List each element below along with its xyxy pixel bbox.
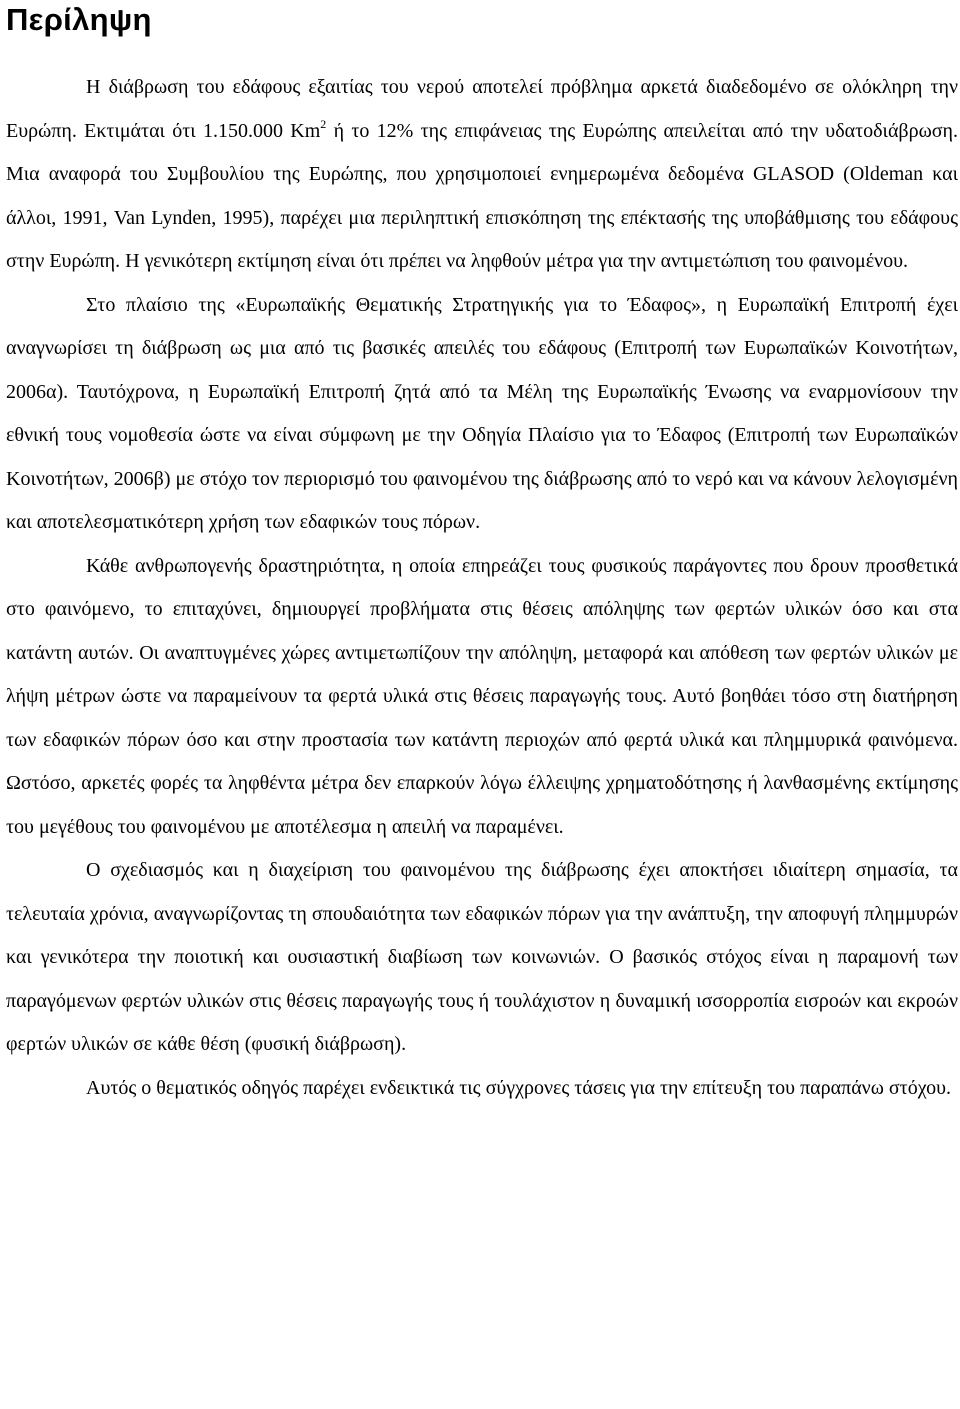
page-title: Περίληψη — [6, 2, 152, 37]
paragraph-1 — [6, 66, 958, 284]
paragraph-3: Κάθε ανθρωπογενής δραστηριότητα, η οποία επηρεάζει τους φυσικούς παράγοντες που δρουν προσθετικά στο φαινόμενο, το επιταχύνει, δημιουργεί προβλήματα στις θέσεις απόληψης των φερτών υλικών όσο και στα κατάντη αυτών. Οι αναπτυγμένες χώρες αντιμετωπίζουν την απόληψη, μεταφορά και απόθεση των φερτών υλικών με λήψη μέτρων ώστε να παραμείνουν τα φερτά υλικά στις θέσεις παραγωγής τους. Αυτό βοηθάει τόσο στη διατήρηση των εδαφικών πόρων όσο και στην προστασία των κατάντη περιοχών από φερτά υλικά και πλημμυρικά φαινόμενα. Ωστόσο, αρκετές φορές τα ληφθέντα μέτρα δεν επαρκούν λόγω έλλειψης χρηματοδότησης ή λανθασμένης εκτίμησης του μεγέθους του φαινομένου με αποτέλεσμα η απειλή να παραμένει. — [6, 554, 958, 838]
document-body — [6, 66, 958, 1110]
paragraph-1-text-end: ή το 12% της επιφάνειας της Ευρώπης απειλείται από την υδατοδιάβρωση. Μια αναφορά του Συμβουλίου της Ευρώπης, που χρησιμοποιεί ενημερωμένα δεδομένα GLASOD (Oldeman και άλλοι, 1991, Van Lynden, 1995), παρέχει μια περιληπτική επισκόπηση της επέκτασής της υποβάθμισης του εδάφους στην Ευρώπη. Η γενικότερη εκτίμηση είναι ότι πρέπει να ληφθούν μέτρα για την αντιμετώπιση του φαινομένου. — [6, 119, 958, 272]
paragraph-1-text-start: Η διάβρωση του εδάφους εξαιτίας του νερού αποτελεί πρόβλημα αρκετά διαδεδομένο σε ολόκληρη την Ευρώπη. Εκτιμάται ότι 1.150.000 Km — [6, 76, 958, 142]
superscript-2: 2 — [320, 116, 327, 131]
paragraph-2: Στο πλαίσιο της «Ευρωπαϊκής Θεματικής Στρατηγικής για το Έδαφος», η Ευρωπαϊκή Επιτροπή έχει αναγνωρίσει τη διάβρωση ως μια από τις βασικές απειλές του εδάφους (Επιτροπή των Ευρωπαϊκών Κοινοτήτων, 2006α). Ταυτόχρονα, η Ευρωπαϊκή Επιτροπή ζητά από τα Μέλη της Ευρωπαϊκής Ένωσης να εναρμονίσουν την εθνική τους νομοθεσία ώστε να είναι σύμφωνη με την Οδηγία Πλαίσιο για το Έδαφος (Επιτροπή των Ευρωπαϊκών Κοινοτήτων, 2006β) με στόχο τον περιορισμό του φαινομένου της διάβρωσης από το νερό και να κάνουν λελογισμένη και αποτελεσματικότερη χρήση των εδαφικών τους πόρων. — [6, 293, 958, 533]
paragraph-5: Αυτός ο θεματικός οδηγός παρέχει ενδεικτικά τις σύγχρονες τάσεις για την επίτευξη του παραπάνω στόχου. — [86, 1076, 952, 1099]
paragraph-4: Ο σχεδιασμός και η διαχείριση του φαινομένου της διάβρωσης έχει αποκτήσει ιδιαίτερη σημασία, τα τελευταία χρόνια, αναγνωρίζοντας τη σπουδαιότητα των εδαφικών πόρων για την ανάπτυξη, την αποφυγή πλημμυρών και γενικότερα την ποιοτική και ουσιαστική διαβίωση των κοινωνιών. Ο βασικός στόχος είναι η παραμονή των παραγόμενων φερτών υλικών στις θέσεις παραγωγής τους ή τουλάχιστον η δυναμική ισσορροπία εισροών και εκροών φερτών υλικών σε κάθε θέση (φυσική διάβρωση). — [6, 859, 958, 1055]
